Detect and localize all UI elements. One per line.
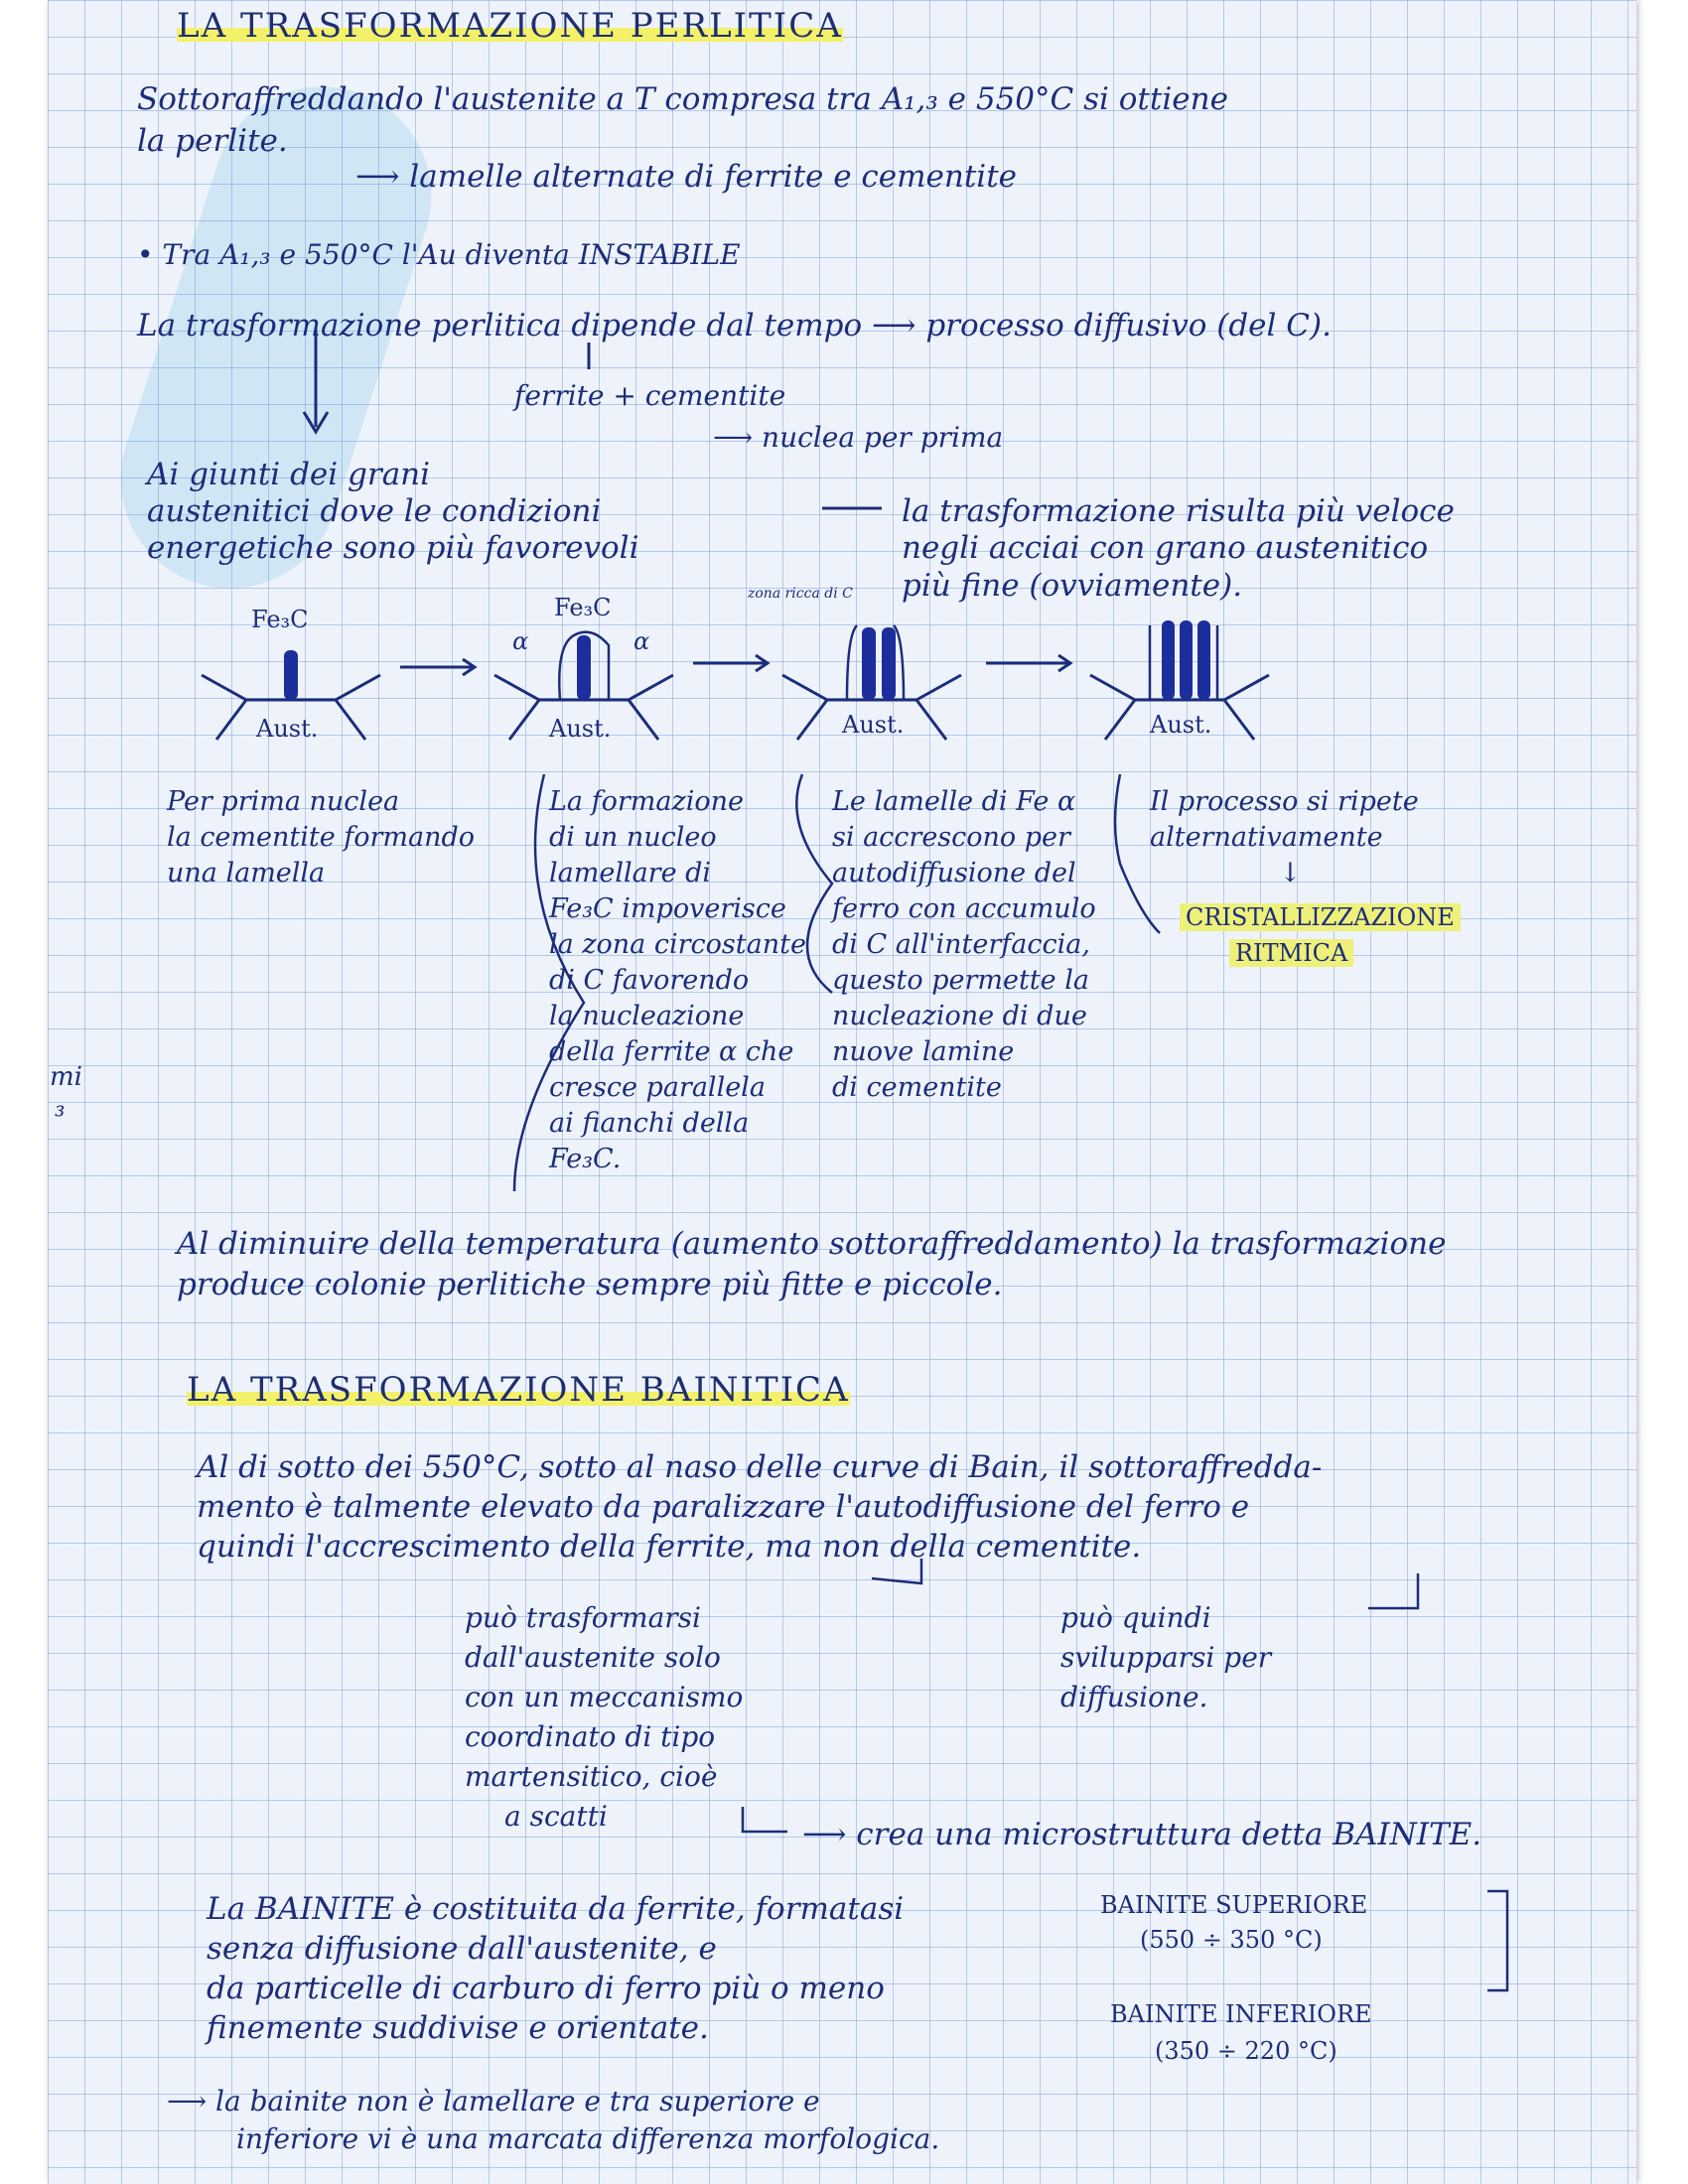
column-line: lamellare di — [549, 858, 712, 888]
note-line: a scatti — [504, 1800, 608, 1833]
column-line: la zona circostante — [549, 929, 806, 960]
lamella — [1197, 620, 1210, 700]
note-line: con un meccanismo — [465, 1681, 744, 1713]
text-line: finemente suddivise e orientate. — [207, 2010, 709, 2046]
text-line: mento è talmente elevato da paralizzare l'autodiffusione del ferro e — [197, 1489, 1250, 1525]
text-line: La trasformazione perlitica dipende dal tempo ⟶ processo diffusivo (del C). — [137, 308, 1332, 343]
text-line: austenitici dove le condizioni — [147, 493, 602, 529]
section-title-perlitica: LA TRASFORMAZIONE PERLITICA — [177, 6, 843, 46]
bainite-left-note — [465, 1598, 743, 1837]
column-1 — [167, 784, 475, 891]
bullet-line: • Tra A₁,₃ e 550°C l'Au diventa INSTABILE — [137, 238, 741, 271]
diagram-label: Fe₃C — [554, 594, 612, 621]
text-line: ferrite + cementite — [514, 379, 786, 412]
column-line: nuove lamine — [832, 1036, 1015, 1067]
text-line: quindi l'accrescimento della ferrite, ma non della cementite. — [197, 1529, 1142, 1565]
column-line: alternativamente — [1150, 822, 1383, 853]
text-line: ⟶ lamelle alternate di ferrite e cementite — [355, 159, 1018, 195]
column-3 — [832, 784, 1096, 1106]
bainite-inf: BAINITE INFERIORE — [1110, 2000, 1372, 2028]
highlight-term: CRISTALLIZZAZIONE — [1180, 903, 1461, 931]
column-line: questo permette la — [832, 965, 1089, 996]
text-line: negli acciai con grano austenitico — [902, 530, 1429, 566]
text-line: la trasformazione risulta più veloce — [902, 493, 1455, 529]
bainite-sup: BAINITE SUPERIORE — [1100, 1891, 1368, 1919]
lamella — [577, 635, 591, 700]
lamella — [862, 627, 876, 700]
column-line: Fe₃C impoverisce — [549, 893, 786, 924]
diagram-label: zona ricca di C — [748, 586, 853, 602]
column-line: Per prima nuclea — [167, 786, 400, 817]
diagram-label: Aust. — [549, 715, 612, 743]
text-line: da particelle di carburo di ferro più o meno — [207, 1971, 885, 2006]
notebook-page — [48, 0, 1636, 2184]
section-title-bainitica: LA TRASFORMAZIONE BAINITICA — [187, 1370, 850, 1410]
text-line: senza diffusione dall'austenite, e — [207, 1931, 717, 1967]
column-line: di C favorendo — [549, 965, 750, 996]
lamella — [284, 650, 298, 700]
column-line: Il processo si ripete — [1150, 786, 1419, 817]
note-line: può trasformarsi — [465, 1601, 701, 1634]
lamella — [1162, 620, 1175, 700]
margin-note-sub: ³ — [55, 1102, 66, 1132]
bainite-inf-range: (350 ÷ 220 °C) — [1155, 2037, 1337, 2065]
diagram-label: α — [633, 627, 650, 655]
column-line: si accrescono per — [832, 822, 1070, 853]
note-line: martensitico, cioè — [465, 1760, 718, 1793]
text-line: La BAINITE è costituita da ferrite, formatasi — [207, 1891, 905, 1927]
column-line: La formazione — [549, 786, 744, 817]
column-line: cresce parallela — [549, 1072, 766, 1103]
column-line: nucleazione di due — [832, 1001, 1087, 1031]
column-line: la cementite formando — [167, 822, 476, 853]
lamella — [882, 627, 896, 700]
bracket — [1487, 1891, 1507, 1990]
text-line: inferiore vi è una marcata differenza morfologica. — [236, 2122, 940, 2155]
text-line: produce colonie perlitiche sempre più fitte e piccole. — [177, 1267, 1003, 1302]
text-line: Ai giunti dei grani — [147, 457, 431, 492]
down-arrow: ↓ — [1279, 858, 1302, 888]
text-line: ⟶ crea una microstruttura detta BAINITE. — [802, 1817, 1482, 1852]
note-line: dall'austenite solo — [465, 1641, 721, 1674]
note-line: diffusione. — [1060, 1681, 1208, 1713]
text-line: più fine (ovviamente). — [902, 568, 1243, 604]
column-2 — [549, 784, 806, 1177]
column-line: ferro con accumulo — [832, 893, 1096, 924]
text-line: energetiche sono più favorevoli — [147, 530, 639, 566]
diagram-label: Fe₃C — [251, 606, 309, 633]
column-4 — [1150, 784, 1419, 891]
note-line: svilupparsi per — [1060, 1641, 1272, 1674]
lamella — [1180, 620, 1193, 700]
highlight-term: RITMICA — [1229, 939, 1353, 967]
bainite-right-note — [1060, 1598, 1271, 1717]
text-line: ⟶ la bainite non è lamellare e tra superiore e — [167, 2085, 820, 2117]
text-line: ⟶ nuclea per prima — [713, 421, 1004, 454]
diagram-label: Aust. — [256, 715, 319, 743]
text-line: Al di sotto dei 550°C, sotto al naso delle curve di Bain, il sottoraffredda- — [197, 1449, 1323, 1485]
column-line: Le lamelle di Fe α — [832, 786, 1076, 817]
column-line: di un nucleo — [549, 822, 717, 853]
text-line: Sottoraffreddando l'austenite a T compresa tra A₁,₃ e 550°C si ottiene — [137, 81, 1228, 117]
column-line: una lamella — [167, 858, 326, 888]
ferrite-outline — [847, 625, 857, 700]
column-line: ai fianchi della — [549, 1108, 750, 1139]
column-line: la nucleazione — [549, 1001, 745, 1031]
column-line: autodiffusione del — [832, 858, 1076, 888]
return-arrow — [1368, 1573, 1418, 1608]
column-line: della ferrite α che — [549, 1036, 794, 1067]
column-line: di C all'interfaccia, — [832, 929, 1090, 960]
bainite-sup-range: (550 ÷ 350 °C) — [1140, 1926, 1323, 1954]
diagram-label: Aust. — [842, 711, 905, 739]
column-line: Fe₃C. — [549, 1144, 622, 1174]
note-line: coordinato di tipo — [465, 1720, 716, 1753]
margin-note: mi — [50, 1062, 82, 1092]
text-line: la perlite. — [137, 123, 288, 159]
hook-arrow — [743, 1807, 787, 1832]
text-line: Al diminuire della temperatura (aumento sottoraffreddamento) la trasformazione — [177, 1226, 1447, 1262]
diagram-label: α — [512, 627, 529, 655]
diagram-label: Aust. — [1150, 711, 1212, 739]
note-line: può quindi — [1060, 1601, 1211, 1634]
column-line: di cementite — [832, 1072, 1002, 1103]
